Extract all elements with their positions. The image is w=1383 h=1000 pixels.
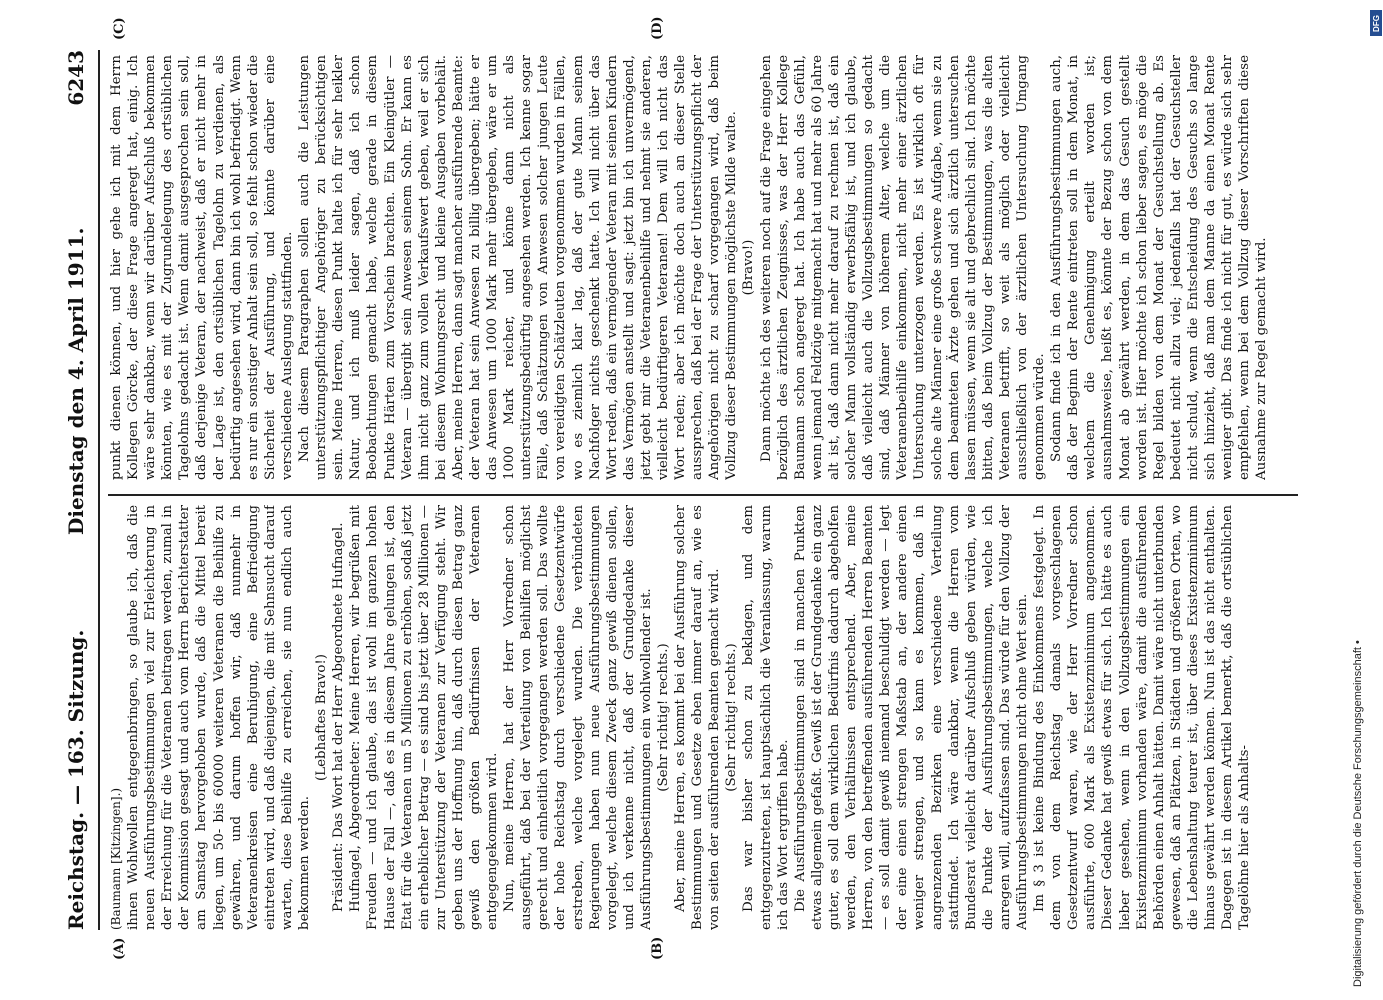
- dfg-logo-text: DFG: [1371, 14, 1381, 32]
- paragraph: Die Ausführungsbestimmungen sind in manchen Punkten etwas allgemein gefaßt. Gewiß ist der Grundgedanke ein ganz guter, es soll dem wirklichen Bedürfnis dadurch abgeholfen werden, den Verhältnissen entsprechend. Aber, meine Herren, von den betreffenden ausführenden Herren Beamten — es soll damit gewiß niemand beschuldigt werden — legt der eine einen strengen Maßstab an, der andere einen weniger strengen, und so kann es kommen, daß in angrenzenden Bezirken eine verschiedene Verteilung stattfindet. Ich wäre dankbar, wenn die Herren vom Bundesrat vielleicht darüber Aufschluß geben würden, wie die Punkte der Ausführungsbestimmungen, welche ich anregen will, aufzufassen sind. Das würde für den Vollzug der Ausführungsbestimmungen nicht ohne Wert sein.: [792, 505, 1030, 930]
- page-header: [58, 50, 100, 930]
- paragraph: ihnen Wohlwollen entgegenbringen, so glaube ich, daß die neuen Ausführungsbestimmungen viel zur Erleichterung in der Erreichung für die Veteranen beitragen werden, zumal in der Kommission gesagt und auch vom Herrn Berichterstatter am Samstag hervorgehoben wurde, daß die Mittel bereit liegen, um 50- bis 60000 weiteren Veteranen die Beihilfe zu gewähren, und darum hoffen wir, daß nunmehr in Veteranenkreisen eine Beruhigung, eine Befriedigung eintreten wird, und daß diejenigen, die mit Sehnsucht darauf warten, diese Beihilfe zu erreichen, sie nun endlich auch bekommen werden.: [126, 505, 313, 930]
- paragraph: Aber, meine Herren, es kommt bei der Ausführung solcher Bestimmungen und Gesetze eben immer darauf an, wie es von seiten der ausführenden Beamten gemacht wird.: [673, 505, 723, 930]
- marker-c: (C): [112, 17, 127, 40]
- speaker-tag: (Baumann [Kitzingen].): [109, 787, 123, 930]
- paragraph: Dann möchte ich des weiteren noch auf die Frage eingehen bezüglich des ärztlichen Zeugnisses, was der Herr Kollege Baumann schon angeregt hat. Ich habe auch das Gefühl, wenn jemand Feldzüge mitgemacht hat und mehr als 60 Jahre alt ist, daß dann nicht mehr darauf zu rechnen ist, daß ein solcher Mann vollständig erwerbsfähig ist, und ich glaube, daß vielleicht auch die Vollzugsbestimmungen so gedacht sind, daß Männer von höherem Alter, welche um die Veteranenbeihilfe einkommen, nicht mehr einer ärztlichen Untersuchung unterzogen werden. Es ist wirklich oft für solche alte Männer eine große schwere Aufgabe, wenn sie zu dem beamteten Ärzte gehen und sich ärztlich untersuchen lassen müssen, wenn sie alt und gebrechlich sind. Ich möchte bitten, daß beim Vollzug der Bestimmungen, was die alten Veteranen betrifft, so weit als möglich oder vielleicht ausschließlich von der ärztlichen Untersuchung Umgang genommen würde.: [758, 55, 1048, 480]
- applause: (Sehr richtig! rechts.): [724, 643, 740, 792]
- header-date: Dienstag den 4. April 1911.: [64, 227, 88, 535]
- dfg-logo: [1370, 10, 1382, 36]
- applause: (Lebhaftes Bravo!): [314, 653, 330, 782]
- header-left: Reichstag. — 163. Sitzung.: [64, 629, 88, 930]
- credit-sidebar: [1352, 12, 1372, 992]
- marker-b: (B): [650, 936, 665, 960]
- president-statement: Präsident: Das Wort hat der Herr Abgeordnete Hufnagel.: [331, 522, 347, 912]
- paragraph: Hufnagel, Abgeordneter: Meine Herren, wir begrüßen mit Freuden — und ich glaube, das ist wohl im ganzen hohen Hause der Fall —, daß es in diesem Jahre gelungen ist, den Etat für die Veteranen um 5 Millionen zu erhöhen, sodaß jetzt ein erheblicher Betrag — es sind bis jetzt über 28 Millionen — zur Unterstützung der Veteranen zur Verfügung steht. Wir geben uns der Hoffnung hin, daß durch diesen Betrag ganz gewiß den größten Bedürfnissen der Veteranen entgegengekommen wird.: [348, 505, 501, 930]
- paragraph: Im § 3 ist keine Bindung des Einkommens festgelegt. In dem von dem Reichstag damals vorgeschlagenen Gesetzentwurf waren, wie der Herr Vorredner schon ausführte, 600 Mark als Existenzminimum angenommen. Dieser Gedanke hat gewiß etwas für sich. Ich hätte es auch lieber gesehen, wenn in den Vollzugsbestimmungen ein Existenzminimum vorhanden wäre, damit die ausführenden Behörden einen Anhalt hätten. Damit wäre nicht unterbunden gewesen, daß an Plätzen, in Städten und größeren Orten, wo die Lebenshaltung teurer ist, über dieses Existenzminimum hinaus gewährt werden können. Nun ist das nicht enthalten. Dagegen ist in diesem Artikel bemerkt, daß die ortsüblichen Tagelöhne hier als Anhalts-: [1032, 505, 1253, 930]
- paragraph: Nun, meine Herren, hat der Herr Vorredner schon ausgeführt, daß bei der Verteilung von Beihilfen möglichst gerecht und einheitlich vorgegangen werden soll. Das wollte der hohe Reichstag durch verschiedene Gesetzentwürfe erstreben, welche vorgelegt wurden. Die verbündeten Regierungen haben nun neue Ausführungsbestimmungen vorgelegt, welche diesem Zweck ganz gewiß dienen sollen, und ich verkenne nicht, daß der Grundgedanke dieser Ausführungsbestimmungen ein wohlwollender ist.: [502, 505, 654, 930]
- applause: (Sehr richtig! rechts.): [656, 643, 671, 792]
- paragraph: Sodann finde ich in den Ausführungsbestimmungen auch, daß der Beginn der Rente eintreten soll in dem Monat, in welchem die Genehmigung erteilt worden ist; ausnahmsweise, heißt es, könnte der Bezug schon von dem Monat ab gewährt werden, in dem das Gesuch gestellt worden ist. Hier möchte ich schon lieber sagen, es möge die Regel bilden von dem Monat der Gesuchstellung ab. Es bedeutet nicht allzu viel; jedenfalls hat der Gesuchsteller nicht schuld, wenn die Entscheidung des Gesuchs so lange sich hinzieht, daß man dem Manne da einen Monat Rente weniger gibt. Das finde ich nicht für gut, es würde sich sehr empfehlen, wenn bei dem Vollzug dieser Vorschriften diese Ausnahme zur Regel gemacht wird.: [1049, 55, 1270, 480]
- marker-a: (A): [112, 937, 127, 960]
- right-column: [108, 55, 1300, 480]
- page-number: 6243: [64, 50, 88, 106]
- column-divider: [108, 494, 1298, 496]
- paragraph: punkt dienen können, und hier gehe ich mit dem Herrn Kollegen Görcke, der diese Frage angeregt hat, einig. Ich wäre sehr dankbar, wenn wir darüber Aufschluß bekommen könnten, wie es mit der Zugrundelegung des ortsüblichen Tagelohns gedacht ist. Wenn damit ausgesprochen sein soll, daß derjenige Veteran, der nachweist, daß er nicht mehr in der Lage ist, den ortsüblichen Tagelohn zu verdienen, als bedürftig angesehen wird, dann bin ich wohl befriedigt. Wenn es nur ein sonstiger Anhalt sein soll, so fehlt schon wieder die Sicherheit der Ausführung, und könnte darüber eine verschiedene Auslegung stattfinden.: [109, 55, 295, 480]
- left-column: [108, 505, 1300, 930]
- paragraph: Nach diesem Paragraphen sollen auch die Leistungen unterstützungspflichtiger Angehöriger zu berücksichtigen sein. Meine Herren, diesen Punkt halte ich für sehr heikler Natur, und ich muß leider sagen, daß ich schon Beobachtungen gemacht habe, welche gerade in diesem Punkte Härten zum Vorschein brachten. Ein Kleingütler — Veteran — übergibt sein Anwesen seinem Sohn. Er kann es ihm nicht ganz zum vollen Verkaufswert geben, weil er sich bei diesem Wohnungsrecht und kleine Ausgaben vorbehält. Aber, meine Herren, dann sagt mancher ausführende Beamte: der Veteran hat sein Anwesen zu billig übergeben; hätte er das Anwesen um 1000 Mark mehr übergeben, wäre er um 1000 Mark reicher, und könne dann nicht als unterstützungsbedürftig angesehen werden. Ich kenne sogar Fälle, daß Schätzungen von Anwesen solcher jungen Leute von vereidigten Schätzleuten vorgenommen wurden in Fällen, wo es ziemlich klar lag, daß der gute Mann seinem Nachfolger nichts geschenkt hatte. Ich will nicht über das Wort reden, daß ein vermögender Veteran mit seinen Kindern das Vermögen anstellt und sagt: jetzt bin ich unvermögend, jetzt gebt mir die Veteranenbeihilfe und nehmt sie anderen, vielleicht bedürftigeren Veteranen! Dem will ich nicht das Wort reden; aber ich möchte doch auch an dieser Stelle aussprechen, daß bei der Frage der Unterstützungspflicht der Angehörigen nicht zu scharf vorgegangen wird, daß beim Vollzug dieser Bestimmungen möglichste Milde walte.: [297, 55, 740, 480]
- paragraph: Das war bisher schon zu beklagen, und dem entgegenzutreten, ist hauptsächlich die Veranlassung, warum ich das Wort ergriffen habe.: [741, 505, 791, 930]
- applause: (Bravo!): [741, 239, 757, 296]
- digitization-credit: Digitalisierung gefördert durch die Deutsche Forschungsgemeinschaft •: [1352, 640, 1364, 987]
- marker-d: (D): [650, 16, 665, 40]
